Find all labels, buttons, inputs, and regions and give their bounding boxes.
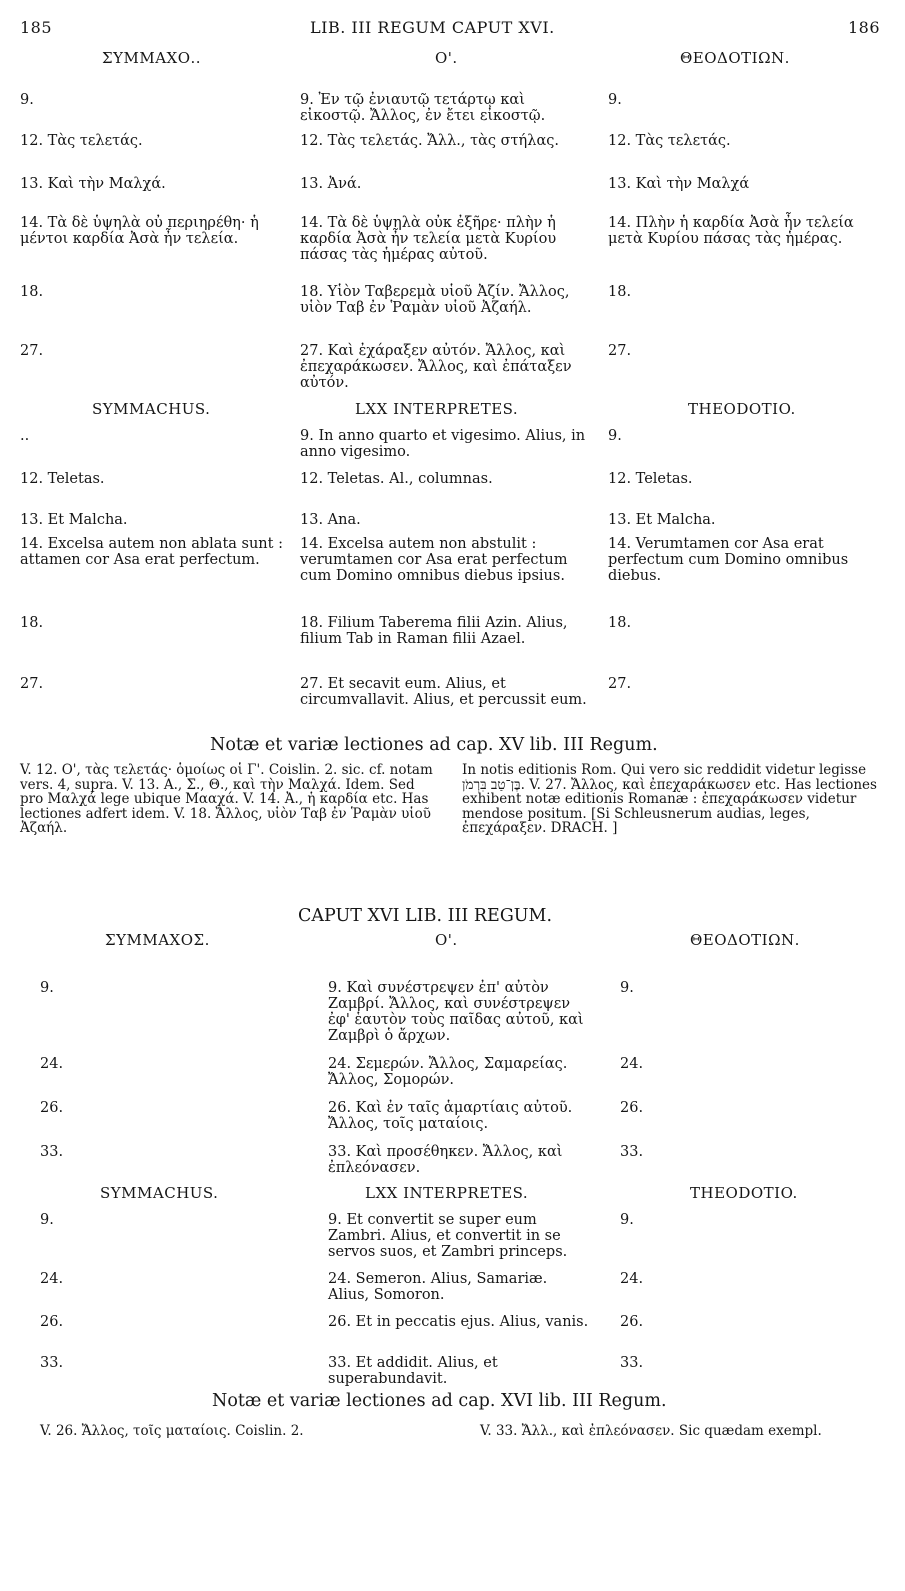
notes1-left: V. 12. O', τὰς τελετάς· ὁμοίως οἱ Γ'. Coislin. 2. sic. cf. notam vers. 4, supra. V. 13. A., Σ., Θ., καὶ τὴν Μαλχά. Idem. Sed pro Μαλχά lege ubique Μααχά. V. 14. Ἀ., ἡ καρδία etc. Has lectiones adfert idem. V. 18. Ἄλλος, υἱὸν Ταβ ἐν Ῥαμὰν υἱοῦ Ἀζαήλ. [20, 762, 433, 837]
s1-greek-row-1-right: 9. [608, 92, 622, 108]
s1-greek-row-4-left: 14. Τὰ δὲ ὑψηλὰ οὐ περιηρέθη· ἡ μέντοι καρδία Ἀσὰ ἦν τελεία. [20, 215, 259, 247]
col-head-theodotion-greek-2: ΘΕΟΔΟΤΙΩΝ. [690, 931, 800, 949]
s1-latin-row-6-right: 27. [608, 676, 632, 692]
notes2-left: V. 26. Ἄλλος, τοῖς ματαίοις. Coislin. 2. [40, 1423, 304, 1439]
s1-latin-row-2-left: 12. Teletas. [20, 471, 105, 487]
s2-greek-row-1-mid: 9. Καὶ συνέστρεψεν ἐπ' αὐτὸν Ζαμβρί. Ἄλλος, καὶ συνέστρεψεν ἐφ' ἑαυτὸν τοὺς παῖδας αὐτοῦ, καὶ Ζαμβρὶ ὁ ἄρχων. [328, 980, 584, 1044]
s1-greek-row-5-mid: 18. Υἱὸν Ταβερεμὰ υἱοῦ Ἀζίν. Ἄλλος, υἱὸν Ταβ ἐν Ῥαμὰν υἱοῦ Ἀζαήλ. [300, 284, 570, 316]
s1-greek-row-6-left: 27. [20, 343, 44, 359]
s1-greek-row-3-left: 13. Καὶ τὴν Μαλχά. [20, 176, 166, 192]
s2-latin-row-1-left: 9. [40, 1212, 54, 1228]
s1-latin-row-3-right: 13. Et Malcha. [608, 512, 716, 528]
s1-latin-row-4-mid: 14. Excelsa autem non abstulit : verumtamen cor Asa erat perfectum cum Domino omnibus diebus ipsius. [300, 536, 568, 584]
notes1-right: In notis editionis Rom. Qui vero sic reddidit videtur legisse בֶּן־טַב בִּרְמֹן. V. 27. Ἄλλος, καὶ ἐπεχαράκωσεν etc. Has lectiones exhibent notæ editionis Romanæ : ἐπεχαράκωσεν videtur mendose positum. [Si Schleusnerum audias, leges, ἐπεχάραξεν. DRACH. ] [462, 762, 877, 837]
s1-greek-row-5-left: 18. [20, 284, 44, 300]
s2-greek-row-3-right: 26. [620, 1100, 644, 1116]
s1-latin-row-2-mid: 12. Teletas. Al., columnas. [300, 471, 493, 487]
s2-greek-row-1-right: 9. [620, 980, 634, 996]
s2-greek-row-2-mid: 24. Σεμερών. Ἄλλος, Σαμαρείας. Ἄλλος, Σομορών. [328, 1056, 568, 1088]
s1-greek-row-2-right: 12. Τὰς τελετάς. [608, 133, 731, 149]
s1-latin-row-5-right: 18. [608, 615, 632, 631]
col-head-theodotio-latin: THEODOTIO. [688, 400, 796, 418]
s1-latin-row-6-mid: 27. Et secavit eum. Alius, et circumvallavit. Alius, et percussit eum. [300, 676, 587, 708]
s2-greek-row-4-left: 33. [40, 1144, 64, 1160]
s1-latin-row-1-right: 9. [608, 428, 622, 444]
s1-greek-row-2-left: 12. Τὰς τελετάς. [20, 133, 143, 149]
col-head-symmachus-latin: SYMMACHUS. [92, 400, 211, 418]
s1-greek-row-1-left: 9. [20, 92, 34, 108]
s2-latin-row-3-right: 26. [620, 1314, 644, 1330]
s2-greek-row-4-right: 33. [620, 1144, 644, 1160]
col-head-symmachus-greek-2: ΣΥΜΜΑΧΟΣ. [105, 931, 210, 949]
col-head-lxx-latin-2: LXX INTERPRETES. [365, 1184, 529, 1202]
col-head-symmachus-greek: ΣΥΜΜΑΧΟ.. [102, 49, 202, 67]
col-head-lxx-greek-2: O'. [435, 931, 458, 949]
s1-latin-row-6-left: 27. [20, 676, 44, 692]
s1-latin-row-3-mid: 13. Ana. [300, 512, 361, 528]
s2-greek-row-3-mid: 26. Καὶ ἐν ταῖς ἁμαρτίαις αὐτοῦ. Ἄλλος, τοῖς ματαίοις. [328, 1100, 573, 1132]
notes2-title: Notæ et variæ lectiones ad cap. XVI lib. III Regum. [212, 1391, 667, 1411]
s1-greek-row-1-mid: 9. Ἐν τῷ ἐνιαυτῷ τετάρτῳ καὶ εἰκοστῷ. Ἄλλος, ἐν ἔτει εἰκοστῷ. [300, 92, 546, 124]
s1-latin-row-2-right: 12. Teletas. [608, 471, 693, 487]
s2-latin-row-4-mid: 33. Et addidit. Alius, et superabundavit. [328, 1355, 498, 1387]
s1-latin-row-4-right: 14. Verumtamen cor Asa erat perfectum cum Domino omnibus diebus. [608, 536, 849, 584]
s1-greek-row-4-mid: 14. Τὰ δὲ ὑψηλὰ οὐκ ἐξῆρε· πλὴν ἡ καρδία Ἀσὰ ἦν τελεία μετὰ Κυρίου πάσας τὰς ἡμέρας αὐτοῦ. [300, 215, 557, 263]
s2-latin-row-1-right: 9. [620, 1212, 634, 1228]
s2-latin-row-4-right: 33. [620, 1355, 644, 1371]
s1-latin-row-5-left: 18. [20, 615, 44, 631]
col-head-symmachus-latin-2: SYMMACHUS. [100, 1184, 219, 1202]
s1-greek-row-3-mid: 13. Ἀνά. [300, 176, 362, 192]
s2-greek-row-2-left: 24. [40, 1056, 64, 1072]
s2-latin-row-4-left: 33. [40, 1355, 64, 1371]
s2-greek-row-4-mid: 33. Καὶ προσέθηκεν. Ἄλλος, καὶ ἐπλεόνασεν. [328, 1144, 563, 1176]
col-head-lxx-greek: O'. [435, 49, 458, 67]
s1-latin-row-1-mid: 9. In anno quarto et vigesimo. Alius, in anno vigesimo. [300, 428, 586, 460]
s1-greek-row-6-right: 27. [608, 343, 632, 359]
s2-latin-row-2-left: 24. [40, 1271, 64, 1287]
s2-greek-row-3-left: 26. [40, 1100, 64, 1116]
notes1-title: Notæ et variæ lectiones ad cap. XV lib. III Regum. [210, 735, 658, 755]
notes2-right: V. 33. Ἄλλ., καὶ ἐπλεόνασεν. Sic quædam exempl. [480, 1423, 822, 1439]
s1-latin-row-4-left: 14. Excelsa autem non ablata sunt : attamen cor Asa erat perfectum. [20, 536, 283, 568]
page-number-left: 185 [20, 18, 53, 37]
s1-greek-row-6-mid: 27. Καὶ ἐχάραξεν αὐτόν. Ἄλλος, καὶ ἐπεχαράκωσεν. Ἄλλος, καὶ ἐπάταξεν αὐτόν. [300, 343, 572, 391]
col-head-theodotion-greek: ΘΕΟΔΟΤΙΩΝ. [680, 49, 790, 67]
s2-latin-row-2-mid: 24. Semeron. Alius, Samariæ. Alius, Somoron. [328, 1271, 548, 1303]
section2-title: CAPUT XVI LIB. III REGUM. [298, 906, 553, 926]
s1-greek-row-5-right: 18. [608, 284, 632, 300]
s2-latin-row-3-left: 26. [40, 1314, 64, 1330]
page-number-right: 186 [848, 18, 881, 37]
s2-greek-row-1-left: 9. [40, 980, 54, 996]
s1-greek-row-3-right: 13. Καὶ τὴν Μαλχά [608, 176, 750, 192]
s2-greek-row-2-right: 24. [620, 1056, 644, 1072]
s1-latin-row-3-left: 13. Et Malcha. [20, 512, 128, 528]
running-title: LIB. III REGUM CAPUT XVI. [310, 18, 555, 37]
s1-latin-row-5-mid: 18. Filium Taberema filii Azin. Alius, filium Tab in Raman filii Azael. [300, 615, 568, 647]
s1-greek-row-2-mid: 12. Τὰς τελετάς. Ἄλλ., τὰς στήλας. [300, 133, 559, 149]
s2-latin-row-1-mid: 9. Et convertit se super eum Zambri. Alius, et convertit in se servos suos, et Zambri princeps. [328, 1212, 568, 1260]
s2-latin-row-3-mid: 26. Et in peccatis ejus. Alius, vanis. [328, 1314, 589, 1330]
s1-greek-row-4-right: 14. Πλὴν ἡ καρδία Ἀσὰ ἦν τελεία μετὰ Κυρίου πάσας τὰς ἡμέρας. [608, 215, 854, 247]
col-head-lxx-latin: LXX INTERPRETES. [355, 400, 519, 418]
col-head-theodotio-latin-2: THEODOTIO. [690, 1184, 798, 1202]
s1-latin-row-1-left: .. [20, 428, 30, 444]
s2-latin-row-2-right: 24. [620, 1271, 644, 1287]
